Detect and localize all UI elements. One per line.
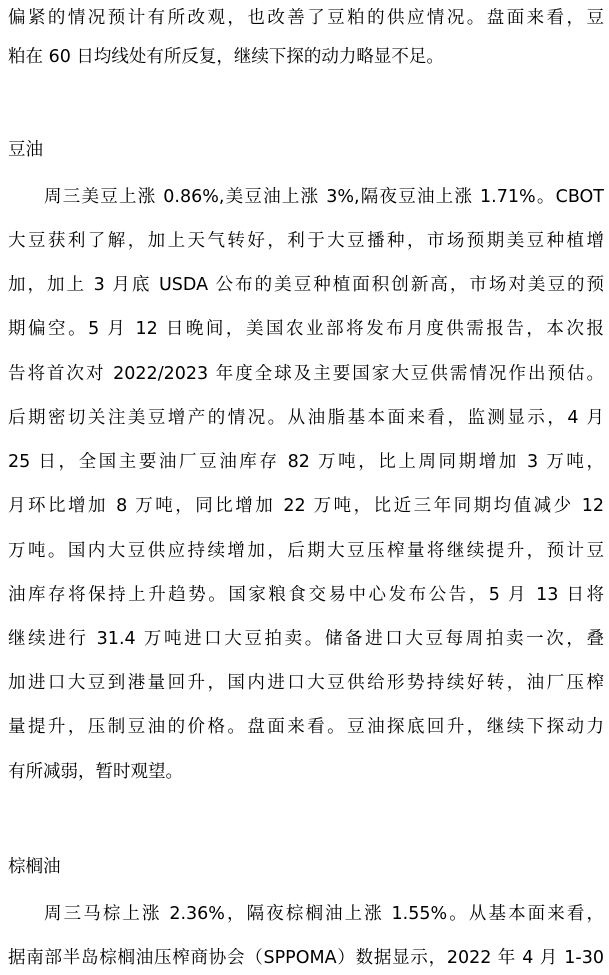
soy-oil-line-10: 油库存将保持上升趋势。国家粮食交易中心发布公告，5 月 13 日将: [8, 585, 604, 605]
soy-oil-line-6: 后期密切关注美豆增产的情况。从油脂基本面来看，监测显示，4 月: [8, 408, 604, 428]
soy-oil-line-11: 继续进行 31.4 万吨进口大豆拍卖。储备进口大豆每周拍卖一次，叠: [8, 629, 604, 649]
palm-oil-heading: 棕榈油: [8, 857, 61, 877]
soy-oil-heading: 豆油: [8, 140, 43, 160]
soy-oil-line-7: 25 日，全国主要油厂豆油库存 82 万吨，比上周同期增加 3 万吨，: [8, 452, 604, 472]
soy-oil-line-4: 期偏空。5 月 12 日晚间，美国农业部将发布月度供需报告，本次报: [8, 319, 604, 339]
palm-oil-line-2: 据南部半岛棕榈油压榨商协会（SPPOMA）数据显示，2022 年 4 月 1-30: [8, 948, 604, 968]
soy-oil-line-1: 周三美豆上涨 0.86%,美豆油上涨 3%,隔夜豆油上涨 1.71%。CBOT: [44, 187, 604, 207]
soy-oil-line-13: 量提升，压制豆油的价格。盘面来看。豆油探底回升，继续下探动力: [8, 717, 604, 737]
soy-oil-line-8: 月环比增加 8 万吨，同比增加 22 万吨，比近三年同期均值减少 12: [8, 496, 604, 516]
soy-oil-line-12: 加进口大豆到港量回升，国内进口大豆供给形势持续好转，油厂压榨: [8, 673, 604, 693]
soy-oil-line-2: 大豆获利了解，加上天气转好，利于大豆播种，市场预期美豆种植增: [8, 231, 604, 251]
soy-oil-line-14: 有所减弱，暂时观望。: [8, 762, 183, 782]
soy-oil-line-5: 告将首次对 2022/2023 年度全球及主要国家大豆供需情况作出预估。: [8, 364, 604, 384]
soy-oil-line-9: 万吨。国内大豆供应持续增加，后期大豆压榨量将继续提升，预计豆: [8, 541, 604, 561]
intro-line-1: 偏紧的情况预计有所改观，也改善了豆粕的供应情况。盘面来看，豆: [8, 8, 604, 28]
palm-oil-line-1: 周三马棕上涨 2.36%，隔夜棕榈油上涨 1.55%。从基本面来看，: [44, 904, 604, 924]
soy-oil-line-3: 加，加上 3 月底 USDA 公布的美豆种植面积创新高，市场对美豆的预: [8, 275, 604, 295]
intro-line-2: 粕在 60 日均线处有所反复，继续下探的动力略显不足。: [8, 47, 444, 67]
